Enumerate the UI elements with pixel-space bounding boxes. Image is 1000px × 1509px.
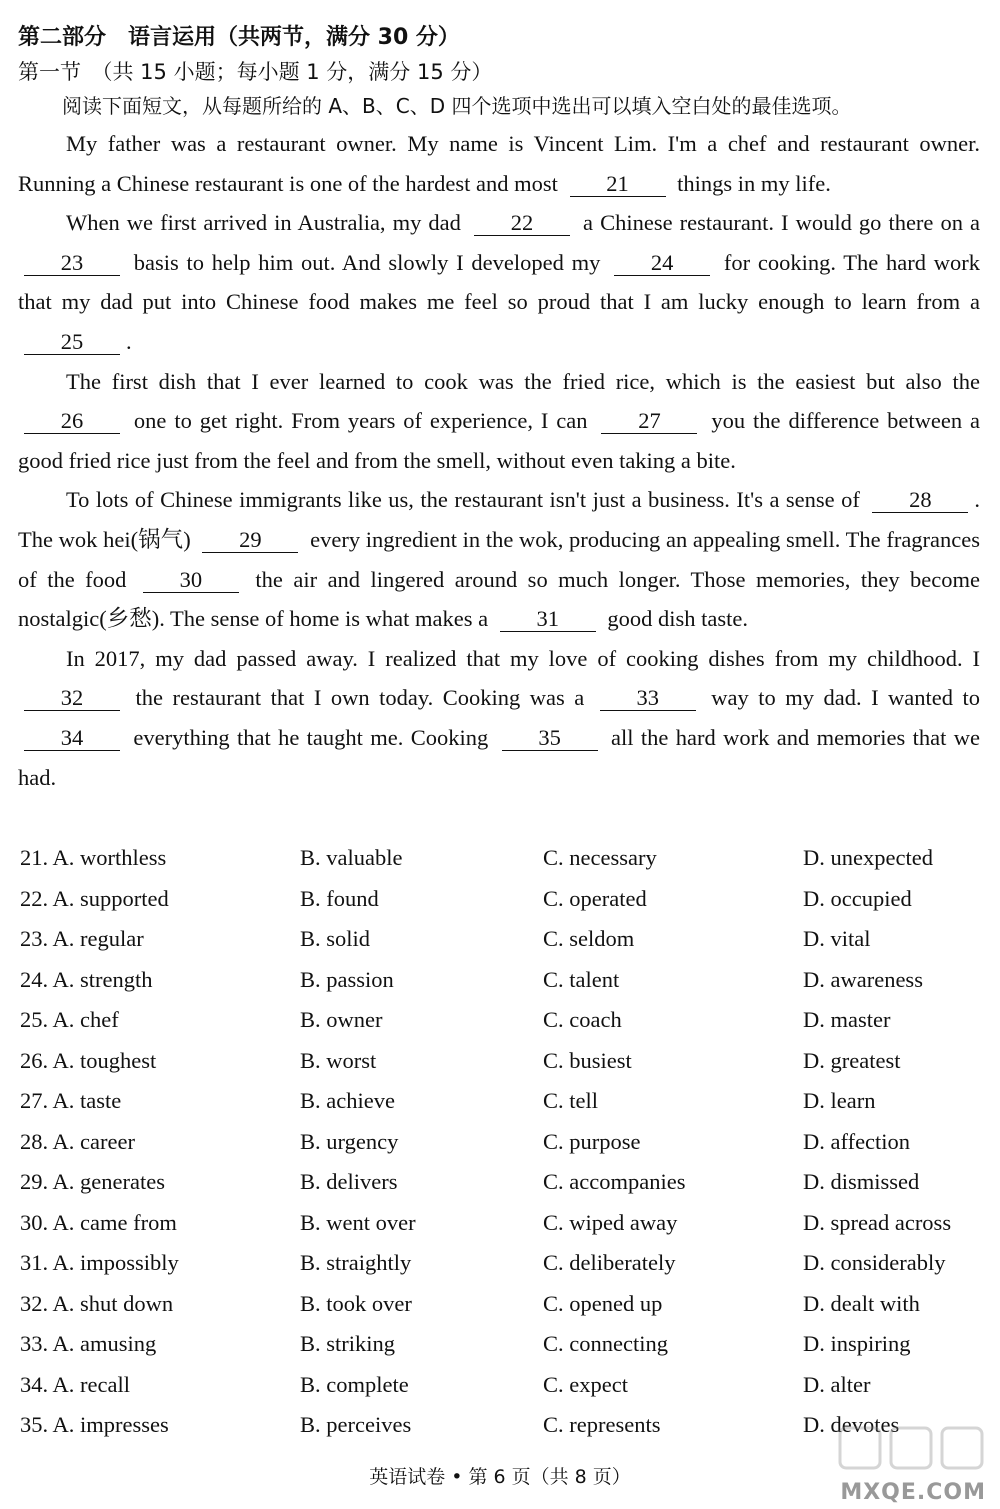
option-d: D. devotes: [803, 1412, 900, 1438]
option-c: C. expect: [543, 1371, 628, 1397]
option-c: C. opened up: [543, 1290, 663, 1316]
option-c: C. talent: [543, 966, 620, 992]
option-b: B. took over: [300, 1290, 412, 1316]
option-a: 24. A. strength: [20, 966, 153, 992]
answer-options: [20, 838, 980, 1446]
section-title: 第一节 （共 15 小题；每小题 1 分，满分 15 分）: [18, 60, 493, 84]
option-row: [20, 1203, 980, 1244]
text-run: you the difference between a good fried rice just from the feel and from the smell, without even taking a bite.: [18, 408, 981, 473]
blank-22: 22: [474, 211, 570, 236]
option-d: D. master: [803, 1007, 891, 1033]
option-row: [20, 1365, 980, 1406]
option-c: C. necessary: [543, 845, 657, 871]
option-row: [20, 1162, 980, 1203]
option-c: C. coach: [543, 1007, 622, 1033]
option-c: C. wiped away: [543, 1209, 678, 1235]
text-run: .: [126, 328, 132, 354]
blank-24: 24: [614, 251, 710, 276]
option-d: D. inspiring: [803, 1331, 911, 1357]
text-run: every ingredient in the wok, producing an appealing smell. The fragrances of the food: [18, 526, 981, 592]
blank-26: 26: [24, 409, 120, 434]
option-row: [20, 1081, 980, 1122]
option-d: D. awareness: [803, 966, 923, 992]
blank-34: 34: [24, 726, 120, 751]
blank-28: 28: [872, 488, 968, 513]
text-run: the restaurant that I own today. Cooking was a: [135, 685, 585, 711]
option-b: B. owner: [300, 1007, 383, 1033]
blank-25: 25: [24, 330, 120, 355]
page-footer: 英语试卷 • 第 6 页（共 8 页）: [369, 1466, 631, 1488]
option-a: 35. A. impresses: [20, 1412, 169, 1438]
text-run: My father was a restaurant owner. My name is Vincent Lim. I'm a chef and restaurant owner. Running a Chinese restaurant is one of the hardest and most: [18, 131, 980, 196]
paragraph-2: [18, 203, 980, 361]
option-b: B. perceives: [300, 1412, 412, 1438]
option-row: [20, 879, 980, 920]
blank-21: 21: [570, 172, 666, 197]
blank-23: 23: [24, 251, 120, 276]
paragraph-4: [18, 480, 980, 638]
option-a: 30. A. came from: [20, 1209, 177, 1235]
option-c: C. purpose: [543, 1128, 641, 1154]
paragraph-1: [18, 124, 980, 203]
blank-33: 33: [600, 686, 696, 711]
option-b: B. passion: [300, 966, 394, 992]
option-c: C. busiest: [543, 1047, 632, 1073]
option-a: 23. A. regular: [20, 926, 144, 952]
text-run: the air and lingered around so much longer. Those memories, they become nostalgic(乡愁). The sense of home is what makes a: [18, 566, 981, 632]
option-d: D. considerably: [803, 1250, 946, 1276]
text-run: . The wok hei(锅气): [18, 487, 980, 552]
option-a: 28. A. career: [20, 1128, 135, 1154]
option-b: B. delivers: [300, 1169, 398, 1195]
option-c: C. deliberately: [543, 1250, 676, 1276]
blank-35: 35: [502, 726, 598, 751]
option-row: [20, 1122, 980, 1163]
option-d: D. affection: [803, 1128, 911, 1154]
option-a: 25. A. chef: [20, 1007, 119, 1033]
option-row: [20, 1000, 980, 1041]
option-c: C. represents: [543, 1412, 661, 1438]
text-run: things in my life.: [677, 170, 831, 196]
option-d: D. occupied: [803, 885, 912, 911]
option-row: [20, 960, 980, 1001]
text-run: basis to help him out. And slowly I developed my: [133, 249, 601, 275]
option-d: D. learn: [803, 1088, 876, 1114]
option-d: D. dismissed: [803, 1169, 920, 1195]
option-row: [20, 919, 980, 960]
option-d: D. alter: [803, 1371, 871, 1397]
option-a: 27. A. taste: [20, 1088, 122, 1114]
option-a: 21. A. worthless: [20, 845, 167, 871]
text-run: good dish taste.: [607, 606, 748, 632]
blank-27: 27: [601, 409, 697, 434]
option-row: [20, 1284, 980, 1325]
text-run: a Chinese restaurant. I would go there on a: [583, 210, 981, 236]
option-c: C. connecting: [543, 1331, 668, 1357]
option-a: 33. A. amusing: [20, 1331, 157, 1357]
option-b: B. found: [300, 885, 379, 911]
option-a: 31. A. impossibly: [20, 1250, 179, 1276]
option-row: [20, 1324, 980, 1365]
blank-29: 29: [202, 528, 298, 553]
option-row: [20, 1243, 980, 1284]
blank-31: 31: [500, 607, 596, 632]
text-run: all the hard work and memories that we had.: [18, 724, 981, 790]
option-a: 32. A. shut down: [20, 1290, 174, 1316]
option-b: B. solid: [300, 926, 371, 952]
blank-32: 32: [24, 686, 120, 711]
option-d: D. vital: [803, 926, 871, 952]
paragraph-5: [18, 639, 980, 797]
option-c: C. operated: [543, 885, 647, 911]
option-b: B. went over: [300, 1209, 416, 1235]
option-a: 34. A. recall: [20, 1371, 130, 1397]
option-d: D. unexpected: [803, 845, 933, 871]
option-c: C. tell: [543, 1088, 598, 1114]
option-d: D. spread across: [803, 1209, 952, 1235]
option-a: 29. A. generates: [20, 1169, 165, 1195]
instruction-text: 阅读下面短文，从每题所给的 A、B、C、D 四个选项中选出可以填入空白处的最佳选项。: [62, 94, 852, 118]
option-d: D. greatest: [803, 1047, 901, 1073]
option-b: B. achieve: [300, 1088, 395, 1114]
option-c: C. accompanies: [543, 1169, 686, 1195]
blank-30: 30: [143, 568, 239, 593]
option-b: B. striking: [300, 1331, 396, 1357]
option-a: 22. A. supported: [20, 885, 169, 911]
watermark-text: MXQE.COM: [840, 1480, 986, 1505]
text-run: one to get right. From years of experience, I can: [133, 408, 588, 434]
option-row: [20, 838, 980, 879]
option-b: B. valuable: [300, 845, 403, 871]
text-run: To lots of Chinese immigrants like us, the restaurant isn't just a business. It's a sense of: [66, 487, 860, 513]
text-run: way to my dad. I wanted to: [711, 685, 981, 711]
text-run: In 2017, my dad passed away. I realized that my love of cooking dishes from my childhood. I: [66, 645, 980, 671]
option-b: B. complete: [300, 1371, 409, 1397]
option-d: D. dealt with: [803, 1290, 920, 1316]
paragraph-3: [18, 362, 980, 481]
option-b: B. urgency: [300, 1128, 399, 1154]
option-b: B. worst: [300, 1047, 377, 1073]
option-b: B. straightly: [300, 1250, 412, 1276]
option-c: C. seldom: [543, 926, 635, 952]
text-run: for cooking. The hard work that my dad put into Chinese food makes me feel so proud that I am lucky enough to learn from a: [18, 249, 980, 315]
part-title: 第二部分 语言运用（共两节，满分 30 分）: [18, 25, 460, 50]
option-a: 26. A. toughest: [20, 1047, 157, 1073]
text-run: The first dish that I ever learned to cook was the fried rice, which is the easiest but also the: [66, 368, 980, 394]
text-run: When we first arrived in Australia, my dad: [66, 210, 461, 236]
option-row: [20, 1041, 980, 1082]
text-run: everything that he taught me. Cooking: [133, 724, 489, 750]
cloze-passage: [18, 124, 980, 797]
